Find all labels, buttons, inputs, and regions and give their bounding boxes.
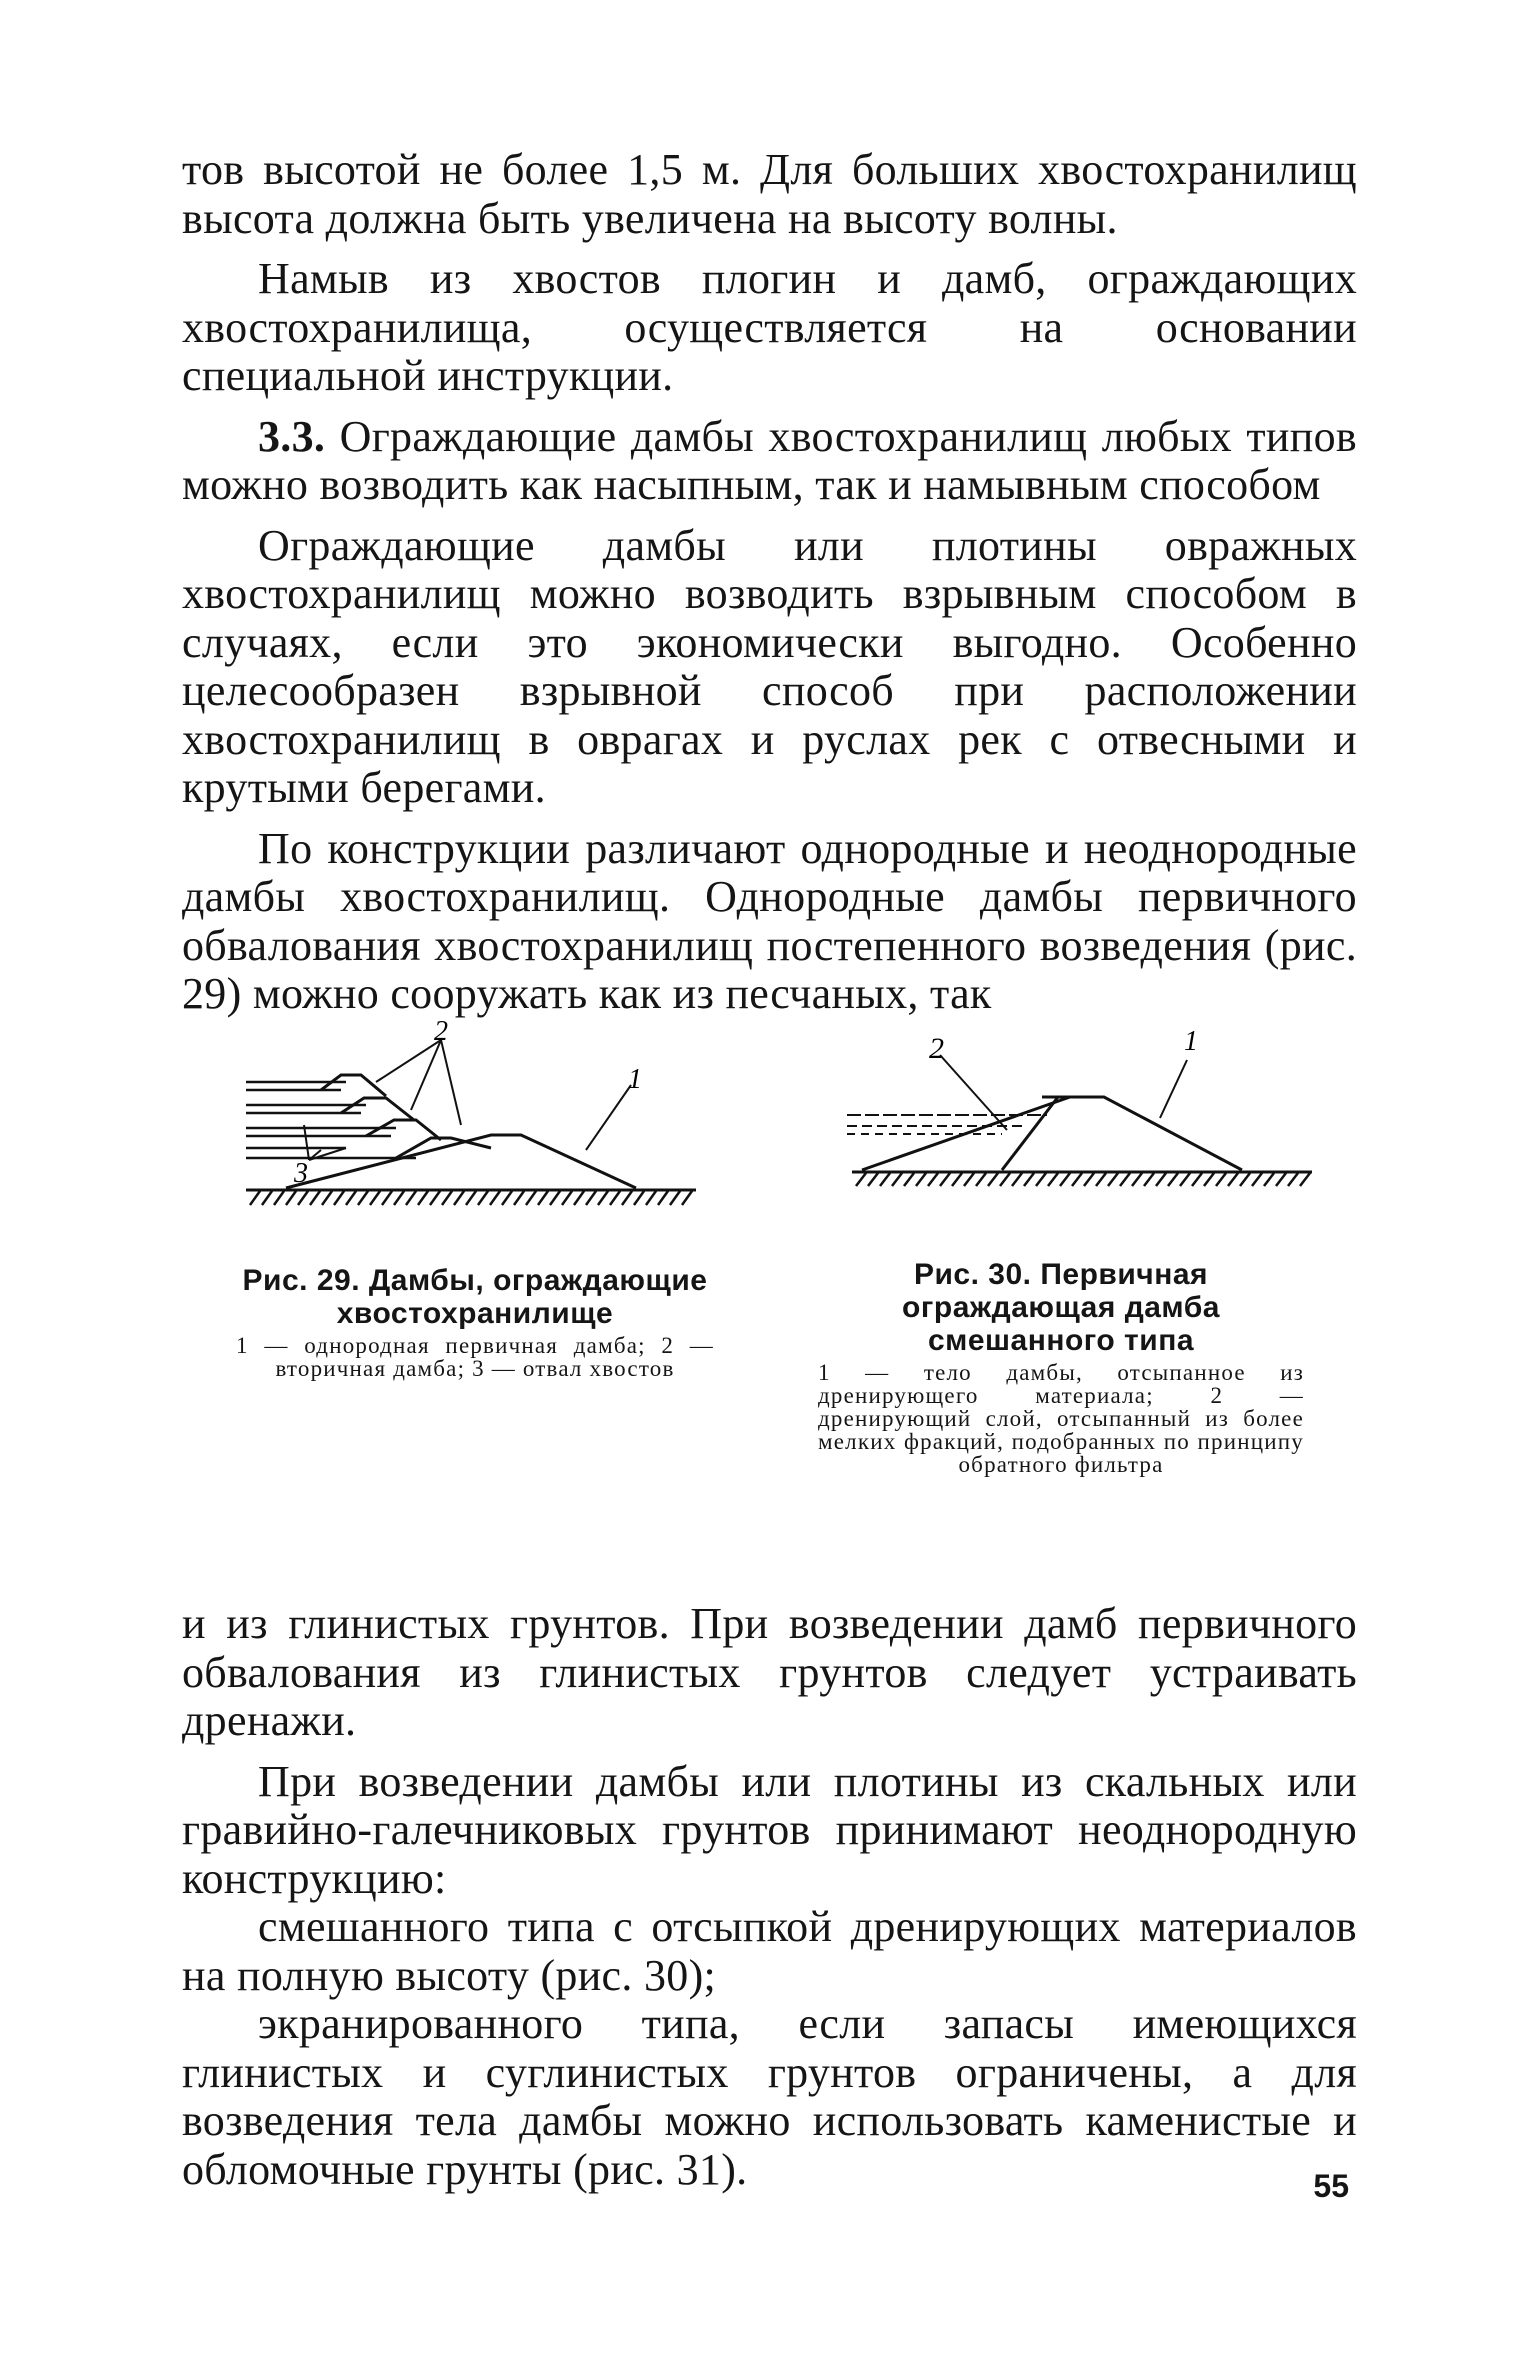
section-number: 3.3. <box>258 411 326 461</box>
figure-30-svg <box>842 1030 1322 1230</box>
bottom-text-block <box>182 1600 1357 2194</box>
paragraph-4: Ограждающие дамбы или плотины овражных хвостохранилищ можно возводить взрывным способом в случаях, если это экономически выгодно. Особенно целесообразен взрывной способ при расположении хвостохранилищ в оврагах и руслах рек с отвесными и крутыми берегами. <box>182 520 1357 812</box>
figure-29-title: Рис. 29. Дамбы, ограждающие хвостохранилище <box>242 1264 708 1330</box>
paragraph-5: По конструкции различают однородные и неоднородные дамбы хвостохранилищ. Однородные дамбы первичного обвалования хвостохранилищ постепенного возведения (рис. 29) можно сооружать как из песчаных, так <box>182 823 1357 1018</box>
fig29-ground-hatch <box>250 1191 692 1205</box>
fig29-label-1: 1 <box>628 1064 642 1095</box>
paragraph-6: и из глинистых грунтов. При возведении дамб первичного обвалования из глинистых грунтов следует устраивать дренажи. <box>182 1599 1357 1745</box>
figure-29-drawing <box>236 1010 706 1240</box>
paragraph-8: смешанного типа с отсыпкой дренирующих материалов на полную высоту (рис. 30); <box>182 1902 1357 2000</box>
page-number: 55 <box>1313 2168 1349 2204</box>
figure-30-caption <box>818 1258 1304 1476</box>
fig30-ground-hatch <box>856 1173 1310 1186</box>
paragraph-3 <box>182 413 1357 510</box>
fig29-label-2: 2 <box>434 1016 448 1047</box>
fig29-water-lines <box>246 1082 416 1158</box>
paragraph-1: тов высотой не более 1,5 м. Для больших хвостохранилищ высота должна быть увеличена на высоту волны. <box>182 145 1357 243</box>
fig29-label-3: 3 <box>294 1158 308 1189</box>
figure-30-title: Рис. 30. Первичная ограждающая дамба смешанного типа <box>902 1258 1220 1357</box>
fig30-leaders <box>940 1055 1187 1130</box>
figure-30-legend: 1 — тело дамбы, отсыпанное из дренирующего материала; 2 — дренирующий слой, отсыпанный из более мелких фракций, подобранных по принципу обратного фильтра <box>818 1360 1304 1477</box>
fig29-dams <box>286 1075 636 1188</box>
paragraph-2: Намыв из хвостов плогин и дамб, ограждающих хвостохранилища, осуществляется на основании специальной инструкции. <box>182 254 1357 400</box>
fig30-label-1: 1 <box>1184 1030 1198 1057</box>
paragraph-7: При возведении дамбы или плотины из скальных или гравийно-галечниковых грунтов принимают неоднородную конструкцию: <box>182 1756 1357 1903</box>
figure-29-legend: 1 — однородная первичная дамба; 2 — вторичная дамба; 3 — отвал хвостов <box>236 1333 714 1381</box>
fig30-label-2: 2 <box>929 1032 944 1065</box>
figure-29-svg <box>236 1010 706 1240</box>
top-text-block <box>182 146 1357 1019</box>
paragraph-9: экранированного типа, если запасы имеющихся глинистых и суглинистых грунтов ограничены, а для возведения тела дамбы можно использовать каменистые и обломочные грунты (рис. 31). <box>182 1999 1357 2194</box>
paragraph-3-text: Ограждающие дамбы хвостохранилищ любых типов можно возводить как насыпным, так и намывным способом <box>182 411 1357 509</box>
fig30-water-lines <box>847 1115 1047 1134</box>
figure-30-drawing <box>842 1030 1322 1230</box>
figure-29-caption <box>236 1264 714 1380</box>
